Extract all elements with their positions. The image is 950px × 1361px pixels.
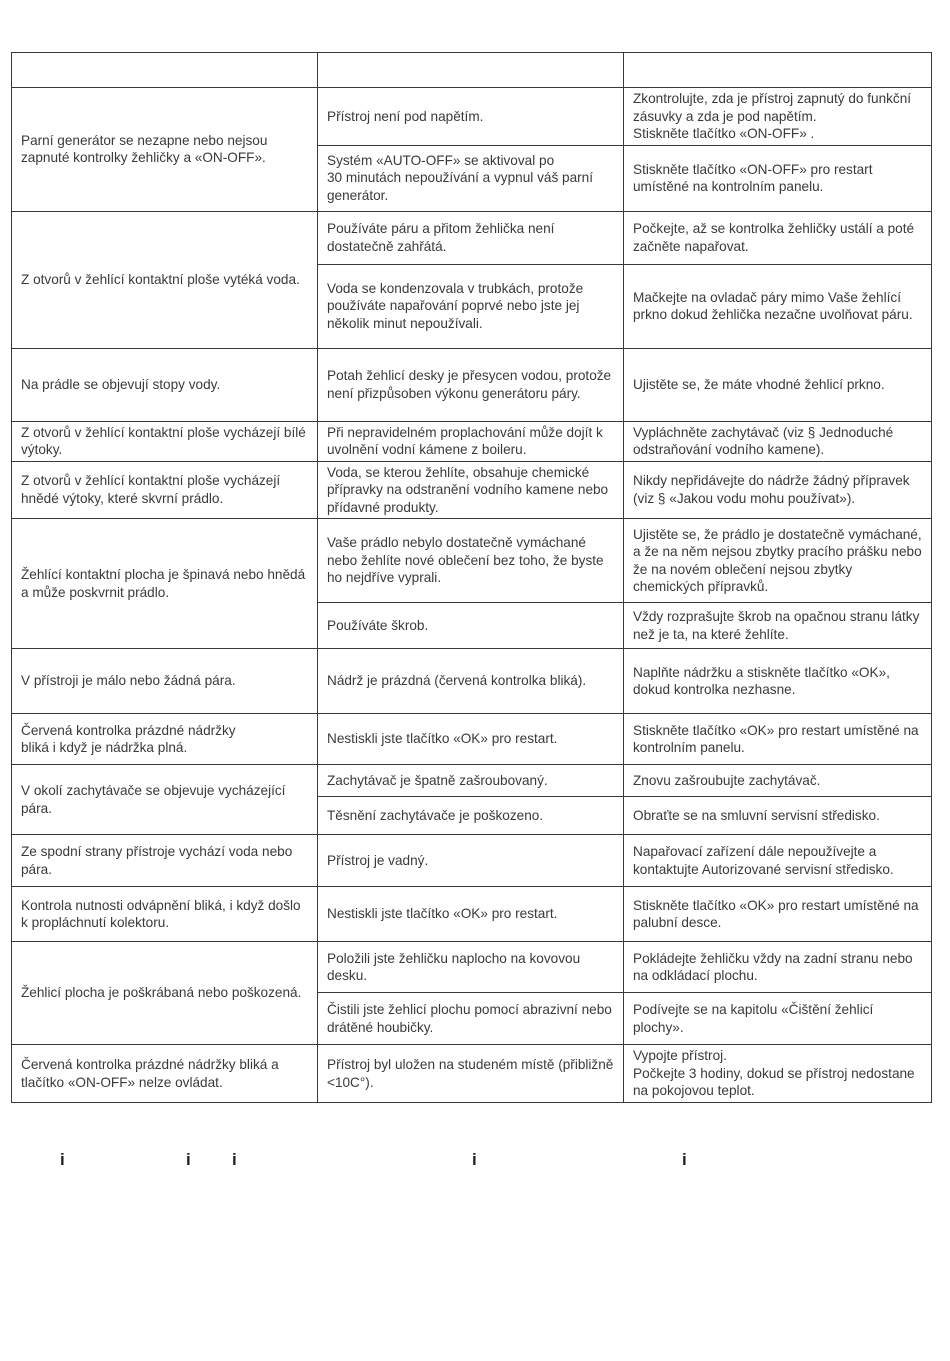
problem-cell: Ze spodní strany přístroje vychází voda nebo pára. [12, 835, 318, 887]
solution-cell: Ujistěte se, že máte vhodné žehlicí prkno. [624, 348, 932, 421]
problem-cell: Žehlící kontaktní plocha je špinavá nebo hnědá a může poskvrnit prádlo. [12, 519, 318, 649]
problem-cell: Červená kontrolka prázdné nádržky bliká a tlačítko «ON-OFF» nelze ovládat. [12, 1045, 318, 1103]
problem-cell: Na prádle se objevují stopy vody. [12, 348, 318, 421]
cause-cell: Nestiskli jste tlačítko «OK» pro restart. [318, 714, 624, 765]
table-row [12, 1045, 932, 1103]
solution-cell: Zkontrolujte, zda je přístroj zapnutý do funkční zásuvky a zda je pod napětím. Stiskněte tlačítko «ON-OFF» . [624, 88, 932, 146]
table-row [12, 348, 932, 421]
cause-cell: Používáte páru a přitom žehlička není dostatečně zahřátá. [318, 211, 624, 264]
cause-cell: Těsnění zachytávače je poškozeno. [318, 797, 624, 835]
solution-cell: Vypojte přístroj. Počkejte 3 hodiny, dokud se přístroj nedostane na pokojovou teplot. [624, 1045, 932, 1103]
table-header-row [12, 53, 932, 88]
cause-cell: Zachytávač je špatně zašroubovaný. [318, 765, 624, 797]
table-row [12, 88, 932, 146]
solution-cell: Obraťte se na smluvní servisní středisko. [624, 797, 932, 835]
footer-mark: i [682, 1150, 687, 1169]
solution-cell: Pokládejte žehličku vždy na zadní stranu nebo na odkládací plochu. [624, 942, 932, 993]
solution-cell: Stiskněte tlačítko «OK» pro restart umístěné na kontrolním panelu. [624, 714, 932, 765]
cause-cell: Čistili jste žehlicí plochu pomocí abrazivní nebo drátěné houbičky. [318, 993, 624, 1045]
footer-mark: i [472, 1150, 477, 1169]
cause-cell: Přístroj byl uložen na studeném místě (přibližně <10C°). [318, 1045, 624, 1103]
cause-cell: Systém «AUTO-OFF» se aktivoval po 30 minutách nepoužívání a vypnul váš parní generátor. [318, 145, 624, 211]
table-row [12, 649, 932, 714]
table-row [12, 835, 932, 887]
solution-cell: Mačkejte na ovladač páry mimo Vaše žehlící prkno dokud žehlička nezačne uvolňovat páru. [624, 264, 932, 348]
problem-cell: Kontrola nutnosti odvápnění bliká, i když došlo k propláchnutí kolektoru. [12, 887, 318, 942]
problem-cell: Z otvorů v žehlící kontaktní ploše vytéká voda. [12, 211, 318, 348]
table-row [12, 421, 932, 461]
footer-mark: i [60, 1150, 65, 1169]
problem-cell: Z otvorů v žehlící kontaktní ploše vycházejí bílé výtoky. [12, 421, 318, 461]
cause-cell: Potah žehlicí desky je přesycen vodou, protože není přizpůsoben výkonu generátoru páry. [318, 348, 624, 421]
solution-cell: Stiskněte tlačítko «ON-OFF» pro restart umístěné na kontrolním panelu. [624, 145, 932, 211]
footer-mark: i [232, 1150, 237, 1169]
cause-cell: Vaše prádlo nebylo dostatečně vymáchané nebo žehlíte nové oblečení bez toho, že byste ho nejdříve vyprali. [318, 519, 624, 603]
cause-cell: Voda, se kterou žehlíte, obsahuje chemické přípravky na odstranění vodního kamene nebo přídavné produkty. [318, 461, 624, 519]
solution-cell: Podívejte se na kapitolu «Čištění žehlicí plochy». [624, 993, 932, 1045]
table-row [12, 714, 932, 765]
table-row [12, 461, 932, 519]
cause-cell: Voda se kondenzovala v trubkách, protože používáte napařování poprvé nebo jste jej několik minut nepoužívali. [318, 264, 624, 348]
problem-cell: Parní generátor se nezapne nebo nejsou zapnuté kontrolky žehličky a «ON-OFF». [12, 88, 318, 212]
troubleshooting-table [11, 52, 932, 1103]
solution-cell: Vždy rozprašujte škrob na opačnou stranu látky než je ta, na které žehlíte. [624, 603, 932, 649]
solution-cell: Ujistěte se, že prádlo je dostatečně vymáchané, a že na něm nejsou zbytky pracího prášku nebo že na novém oblečení nejsou zbytky chemických přípravků. [624, 519, 932, 603]
cause-cell: Nádrž je prázdná (červená kontrolka bliká). [318, 649, 624, 714]
cause-cell: Při nepravidelném proplachování může dojít k uvolnění vodní kámene z boileru. [318, 421, 624, 461]
header-problem [12, 53, 318, 88]
problem-cell: Červená kontrolka prázdné nádržky bliká i když je nádržka plná. [12, 714, 318, 765]
table-row [12, 942, 932, 993]
solution-cell: Napařovací zařízení dále nepoužívejte a kontaktujte Autorizované servisní středisko. [624, 835, 932, 887]
cause-cell: Používáte škrob. [318, 603, 624, 649]
table-row [12, 211, 932, 264]
cause-cell: Přístroj není pod napětím. [318, 88, 624, 146]
header-cause [318, 53, 624, 88]
solution-cell: Znovu zašroubujte zachytávač. [624, 765, 932, 797]
cause-cell: Položili jste žehličku naplocho na kovovou desku. [318, 942, 624, 993]
problem-cell: Žehlicí plocha je poškrábaná nebo poškozená. [12, 942, 318, 1045]
table-row [12, 519, 932, 603]
table-row [12, 887, 932, 942]
solution-cell: Naplňte nádržku a stiskněte tlačítko «OK», dokud kontrolka nezhasne. [624, 649, 932, 714]
solution-cell: Vypláchněte zachytávač (viz § Jednoduché odstraňování vodního kamene). [624, 421, 932, 461]
header-solution [624, 53, 932, 88]
cause-cell: Přístroj je vadný. [318, 835, 624, 887]
cause-cell: Nestiskli jste tlačítko «OK» pro restart. [318, 887, 624, 942]
problem-cell: Z otvorů v žehlící kontaktní ploše vycházejí hnědé výtoky, které skvrní prádlo. [12, 461, 318, 519]
table-row [12, 765, 932, 797]
solution-cell: Počkejte, až se kontrolka žehličky ustálí a poté začněte napařovat. [624, 211, 932, 264]
solution-cell: Stiskněte tlačítko «OK» pro restart umístěné na palubní desce. [624, 887, 932, 942]
problem-cell: V přístroji je málo nebo žádná pára. [12, 649, 318, 714]
solution-cell: Nikdy nepřidávejte do nádrže žádný přípravek (viz § «Jakou vodu mohu používat»). [624, 461, 932, 519]
footer-mark: i [186, 1150, 191, 1169]
problem-cell: V okolí zachytávače se objevuje vycházející pára. [12, 765, 318, 835]
